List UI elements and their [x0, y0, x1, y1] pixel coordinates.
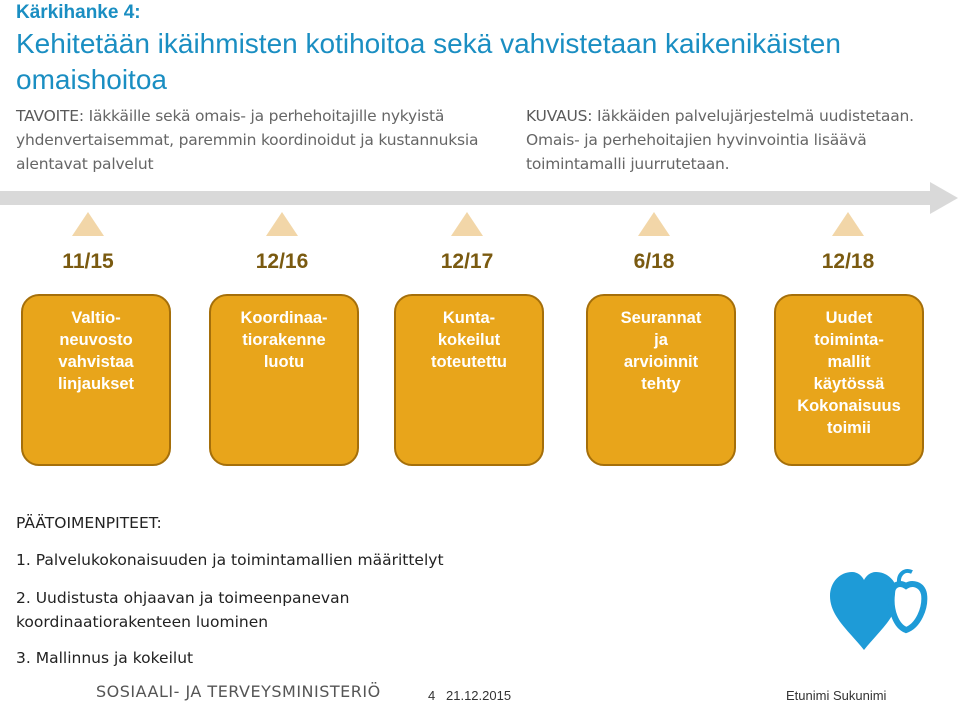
footer-organization: SOSIAALI- JA TERVEYSMINISTERIÖ [96, 682, 381, 701]
goal-body: Iäkkäille sekä omais- ja perhehoitajille nykyistä yhdenvertaisemmat, paremmin koordinoidut ja kustannuksia alentavat palvelut [16, 107, 479, 173]
milestone-text: Uudet toiminta- mallit käytössä Kokonaisuus toimii [797, 309, 901, 437]
description-label: KUVAUS: [526, 107, 593, 125]
milestone-triangle-icon [266, 212, 298, 236]
action-item: 3. Mallinnus ja kokeilut [16, 649, 194, 667]
footer-page-number: 4 [428, 688, 436, 703]
heart-apple-logo-icon [826, 560, 936, 660]
milestone-box [21, 294, 171, 466]
goal-label: TAVOITE: [16, 107, 84, 125]
milestone-box [774, 294, 924, 466]
milestone-triangle-icon [451, 212, 483, 236]
milestone-text: Kunta- kokeilut toteutettu [430, 309, 508, 371]
milestone-date: 6/18 [633, 250, 675, 273]
milestone-triangle-icon [832, 212, 864, 236]
action-item: 2. Uudistusta ohjaavan ja toimeenpanevan koordinaatiorakenteen luominen [16, 589, 350, 631]
milestone-box [209, 294, 359, 466]
milestone-triangle-icon [72, 212, 104, 236]
milestone-text: Koordinaa- tiorakenne luotu [240, 309, 328, 371]
milestone-date: 12/18 [821, 250, 875, 273]
milestone-box [586, 294, 736, 466]
milestone-text: Valtio- neuvosto vahvistaa linjaukset [57, 309, 135, 393]
timeline-arrow-icon [0, 182, 958, 214]
milestone-text: Seurannat ja arvioinnit tehty [620, 309, 702, 393]
kicker: Kärkihanke 4: [16, 2, 141, 23]
timeline [0, 178, 960, 240]
page-title: Kehitetään ikäihmisten kotihoitoa sekä vahvistetaan kaikenikäisten omaishoitoa [16, 28, 841, 95]
description-body: Iäkkäiden palvelujärjestelmä uudistetaan. Omais- ja perhehoitajien hyvinvointia lisäävä toimintamalli juurrutetaan. [526, 107, 914, 173]
milestone-date: 12/16 [255, 250, 309, 273]
actions-heading: PÄÄTOIMENPITEET: [16, 514, 162, 532]
footer-date: 21.12.2015 [446, 688, 512, 703]
milestone-box [394, 294, 544, 466]
milestone-triangle-icon [638, 212, 670, 236]
milestone-date: 11/15 [62, 250, 114, 273]
milestone-date: 12/17 [440, 250, 494, 273]
goal-text [16, 104, 486, 176]
description-text [526, 104, 946, 176]
footer-author: Etunimi Sukunimi [786, 688, 887, 703]
action-item: 1. Palvelukokonaisuuden ja toimintamallien määrittelyt [16, 551, 444, 569]
